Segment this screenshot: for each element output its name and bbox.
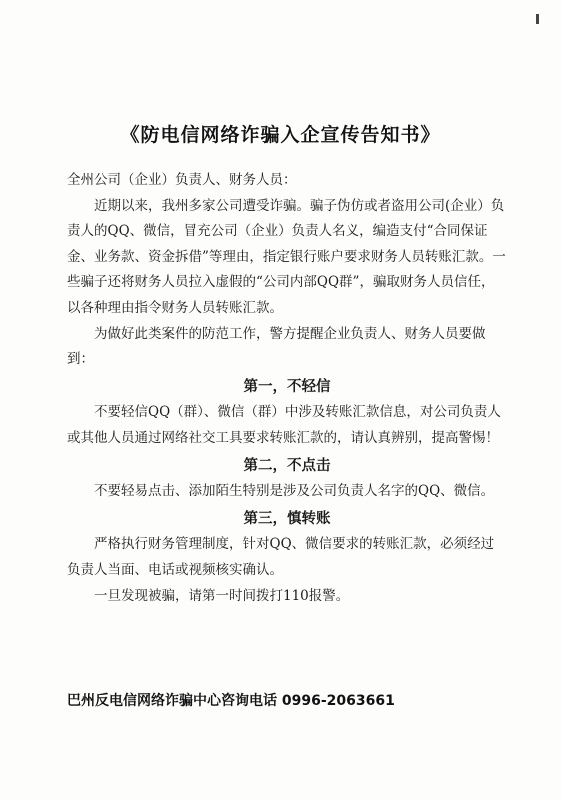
intro-paragraph: 近期以来，我州多家公司遭受诈骗。骗子伪仿或者盗用公司(企业）负责人的QQ、微信，冒充公司（企业）负责人名义，编造支付“合同保证金、业务款、资金拆借”等理由，指定银行账户要求财务人员转账汇款。一些骗子还将财务人员拉入虚假的“公司内部QQ群”，骗取财务人员信任，以各种理由指令财务人员转账汇款。 xyxy=(67,197,506,316)
section-body-3: 严格执行财务管理制度，针对QQ、微信要求的转账汇款，必须经过负责人当面、电话或视频核实确认。 xyxy=(67,536,495,578)
salutation: 全州公司（企业）负责人、财务人员： xyxy=(67,172,297,188)
section-heading-3: 第三，慎转账 xyxy=(243,510,331,527)
section-heading-2: 第二，不点击 xyxy=(243,457,331,474)
section-body-1: 不要轻信QQ（群）、微信（群）中涉及转账汇款信息，对公司负责人或其他人员通过网络社交工具要求转账汇款的，请认真辨别，提高警惕！ xyxy=(67,404,501,446)
hotline-text: 巴州反电信网络诈骗中心咨询电话 0996-2063661 xyxy=(67,693,395,709)
document-title: 《防电信网络诈骗入企宣传告知书》 xyxy=(120,124,441,146)
document-body xyxy=(67,168,507,609)
section-heading-1: 第一，不轻信 xyxy=(243,378,331,395)
scan-mark xyxy=(536,14,539,24)
reminder-paragraph: 为做好此类案件的防范工作，警方提醒企业负责人、财务人员要做到： xyxy=(67,325,486,368)
section-body-2: 不要轻易点击、添加陌生特别是涉及公司负责人名字的QQ、微信。 xyxy=(94,483,495,500)
closing-paragraph: 一旦发现被骗，请第一时间拨打110报警。 xyxy=(94,587,350,604)
